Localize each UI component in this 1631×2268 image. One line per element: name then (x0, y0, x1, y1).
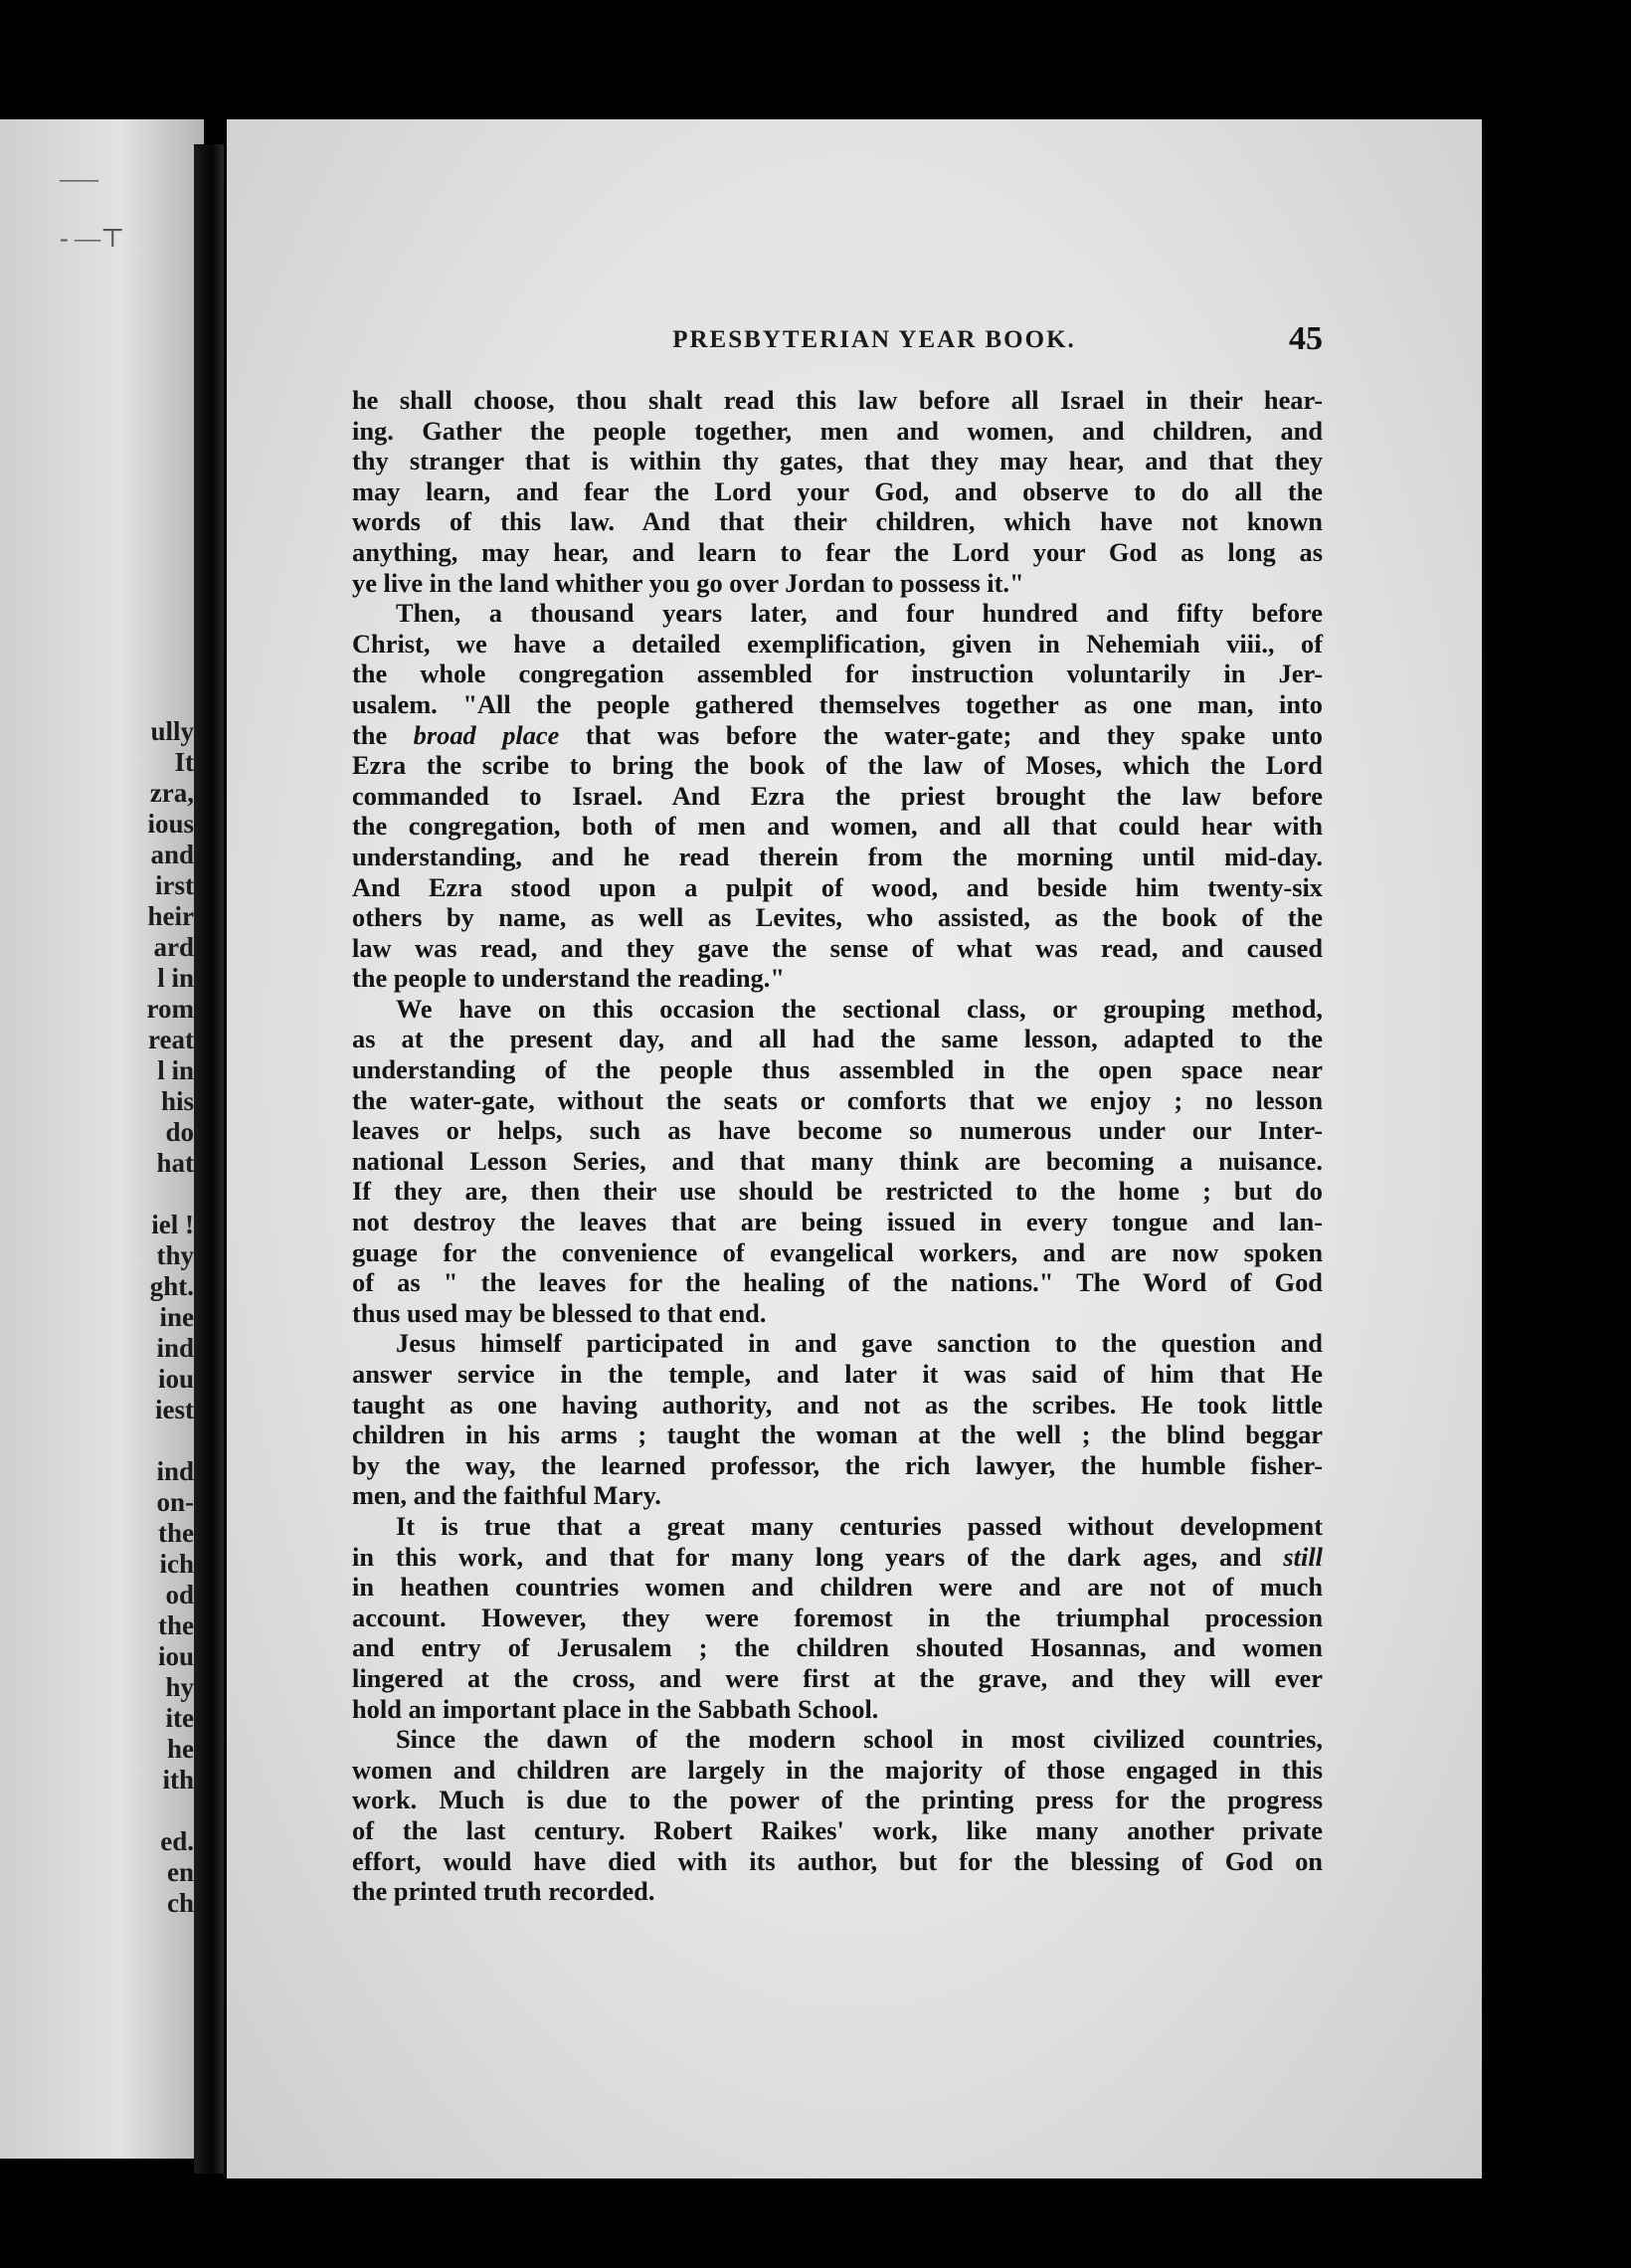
text-run: Jesus himself participated in and gave sanction to the question and (396, 1328, 1323, 1359)
text-run: the water-gate, without the seats or comforts that we enjoy ; no lesson (352, 1084, 1323, 1115)
text-run: of as " the leaves for the healing of the nations." The Word of God (352, 1267, 1323, 1298)
text-line (352, 1267, 1323, 1298)
text-run: the whole congregation assembled for instruction voluntarily in Jer- (352, 659, 1323, 689)
facing-page-fragment: he (167, 1734, 194, 1764)
text-line (352, 994, 1323, 1025)
text-line (352, 446, 1323, 476)
text-line (352, 1755, 1323, 1786)
page-number: 45 (1289, 320, 1323, 357)
text-run: Ezra the scribe to bring the book of the law of Moses, which the Lord (352, 750, 1323, 781)
text-line (352, 1815, 1323, 1846)
facing-page-fragment: reat (148, 1025, 194, 1054)
text-run: in heathen countries women and children were and are not of much (352, 1572, 1323, 1603)
text-line (352, 1632, 1323, 1663)
facing-page-fragment: the (158, 1610, 194, 1640)
facing-page-fragment: ith (162, 1765, 194, 1795)
book-gutter (194, 144, 224, 2174)
running-head: PRESBYTERIAN YEAR BOOK. (672, 326, 1076, 353)
text-line (352, 1207, 1323, 1237)
facing-page-fragment: ind (156, 1333, 194, 1363)
facing-page-fragment: the (158, 1518, 194, 1548)
facing-page-fragment: iou (157, 1364, 194, 1394)
text-run: And Ezra stood upon a pulpit of wood, and beside him twenty-six (352, 871, 1323, 902)
text-line (352, 1146, 1323, 1177)
facing-page-fragment: and (150, 840, 194, 869)
italic-phrase: still (1283, 1541, 1323, 1572)
facing-page-fragment: l in (157, 1055, 194, 1085)
facing-page-fragment: It (174, 747, 194, 777)
text-line (352, 1694, 1323, 1725)
text-line (352, 1359, 1323, 1390)
text-line (352, 629, 1323, 660)
text-line (352, 842, 1323, 872)
text-run: answer service in the temple, and later it was said of him that He (352, 1359, 1323, 1389)
text-run: may learn, and fear the Lord your God, and observe to do all the (352, 475, 1323, 506)
facing-page-fragment: thy (156, 1240, 194, 1270)
text-line (352, 1176, 1323, 1207)
text-line (352, 1298, 1323, 1329)
facing-page-edge (0, 119, 204, 2159)
text-line (352, 1785, 1323, 1815)
facing-page-fragment: ght. (149, 1271, 194, 1301)
text-run: hold an important place in the Sabbath School. (352, 1693, 879, 1724)
text-line (352, 811, 1323, 842)
text-run: thy stranger that is within thy gates, that they may hear, and that they (352, 446, 1323, 476)
text-run: Then, a thousand years later, and four hundred and fifty before (396, 598, 1323, 629)
text-run: the printed truth recorded. (352, 1876, 655, 1907)
text-run: children in his arms ; taught the woman at the well ; the blind beggar (352, 1419, 1323, 1450)
text-run: thus used may be blessed to that end. (352, 1297, 767, 1328)
text-run: understanding of the people thus assembled in the open space near (352, 1054, 1323, 1085)
text-line (352, 902, 1323, 933)
text-run: that was before the water-gate; and they spake unto (559, 719, 1323, 750)
text-run: the (352, 719, 414, 750)
text-run: he shall choose, thou shalt read this law before all Israel in their hear- (352, 385, 1323, 415)
text-line (352, 689, 1323, 720)
text-line (352, 476, 1323, 507)
text-run: taught as one having authority, and not as the scribes. He took little (352, 1389, 1323, 1419)
facing-page-text-fragments (0, 716, 194, 1919)
text-run: effort, would have died with its author, but for the blessing of God on (352, 1845, 1323, 1876)
text-run: usalem. "All the people gathered themselves together as one man, into (352, 688, 1323, 719)
facing-page-fragment: ious (147, 809, 194, 839)
text-line (352, 1572, 1323, 1603)
text-line (352, 1419, 1323, 1450)
facing-page-fragment: ite (165, 1703, 194, 1733)
italic-phrase: broad place (413, 719, 560, 750)
text-run: leaves or helps, such as have become so numerous under our Inter- (352, 1115, 1323, 1146)
text-line (352, 598, 1323, 629)
stray-marks: —– - —⊤ (60, 164, 125, 253)
text-line (352, 1663, 1323, 1694)
text-line (352, 1603, 1323, 1633)
text-run: women and children are largely in the majority of those engaged in this (352, 1754, 1323, 1785)
facing-page-fragment: ard (153, 932, 194, 962)
page-header (227, 320, 1482, 360)
text-run: as at the present day, and all had the same lesson, adapted to the (352, 1024, 1323, 1054)
text-line (352, 781, 1323, 812)
facing-page-fragment: en (167, 1857, 194, 1887)
facing-page-fragment: zra, (149, 778, 194, 808)
facing-page-fragment: ch (167, 1888, 194, 1918)
text-run: law was read, and they gave the sense of what was read, and caused (352, 932, 1323, 963)
text-run: ye live in the land whither you go over Jordan to possess it." (352, 567, 1024, 598)
text-line (352, 659, 1323, 689)
facing-page-fragment: rom (146, 994, 194, 1024)
facing-page-fragment: do (165, 1117, 194, 1147)
text-run: the congregation, both of men and women, and all that could hear with (352, 811, 1323, 842)
text-run: national Lesson Series, and that many think are becoming a nuisance. (352, 1145, 1323, 1176)
facing-page-fragment: irst (155, 870, 194, 900)
text-run: commanded to Israel. And Ezra the priest brought the law before (352, 780, 1323, 811)
text-line (352, 1511, 1323, 1542)
facing-page-fragment: ind (156, 1456, 194, 1486)
facing-page-fragment: od (165, 1580, 194, 1609)
text-line (352, 385, 1323, 416)
text-line (352, 1480, 1323, 1511)
text-run: Christ, we have a detailed exemplification, given in Nehemiah viii., of (352, 628, 1323, 659)
text-run: anything, may hear, and learn to fear the Lord your God as long as (352, 536, 1323, 567)
text-line (352, 1876, 1323, 1907)
facing-page-fragment (0, 1796, 194, 1826)
text-line (352, 1024, 1323, 1054)
text-run: guage for the convenience of evangelical workers, and are now spoken (352, 1236, 1323, 1267)
text-line (352, 1450, 1323, 1481)
text-run: not destroy the leaves that are being issued in every tongue and lan- (352, 1207, 1323, 1237)
text-line (352, 963, 1323, 994)
facing-page-fragment: iel ! (151, 1210, 194, 1239)
text-run: It is true that a great many centuries passed without development (396, 1510, 1323, 1541)
text-run: words of this law. And that their children, which have not known (352, 506, 1323, 537)
facing-page-fragment: on- (156, 1487, 194, 1517)
text-line (352, 1390, 1323, 1420)
text-run: understanding, and he read therein from the morning until mid-day. (352, 841, 1323, 871)
text-run: of the last century. Robert Raikes' work, like many another private (352, 1814, 1323, 1845)
facing-page-fragment: ed. (160, 1826, 194, 1856)
text-line (352, 537, 1323, 568)
facing-page-fragment: heir (147, 901, 194, 931)
facing-page-fragment (0, 1425, 194, 1456)
text-run: ing. Gather the people together, men and women, and children, and (352, 415, 1323, 446)
text-run: lingered at the cross, and were first at the grave, and they will ever (352, 1662, 1323, 1693)
facing-page-fragment: ine (159, 1302, 194, 1332)
text-run: work. Much is due to the power of the printing press for the progress (352, 1785, 1323, 1815)
facing-page-fragment: his (160, 1086, 194, 1116)
facing-page-fragment: hy (165, 1672, 194, 1702)
text-line (352, 1085, 1323, 1116)
facing-page-fragment: iou (157, 1641, 194, 1671)
text-run: in this work, and that for many long years of the dark ages, and (352, 1541, 1284, 1572)
text-run: account. However, they were foremost in the triumphal procession (352, 1602, 1323, 1632)
text-run: and entry of Jerusalem ; the children shouted Hosannas, and women (352, 1632, 1323, 1663)
text-line (352, 1237, 1323, 1268)
text-line (352, 1328, 1323, 1359)
facing-page-fragment: l in (157, 963, 194, 993)
text-line (352, 568, 1323, 599)
text-line (352, 750, 1323, 781)
text-run: others by name, as well as Levites, who assisted, as the book of the (352, 902, 1323, 933)
text-line (352, 720, 1323, 751)
text-line (352, 1054, 1323, 1085)
facing-page-fragment: ich (159, 1549, 194, 1579)
facing-page-fragment: iest (155, 1395, 194, 1424)
text-run: Since the dawn of the modern school in most civilized countries, (396, 1724, 1323, 1755)
text-line (352, 1846, 1323, 1877)
text-run: If they are, then their use should be restricted to the home ; but do (352, 1176, 1323, 1207)
text-line (352, 933, 1323, 964)
text-line (352, 416, 1323, 447)
facing-page-fragment: ully (150, 716, 194, 746)
body-text (352, 385, 1323, 1907)
text-run: men, and the faithful Mary. (352, 1480, 661, 1511)
text-line (352, 1542, 1323, 1573)
text-line (352, 872, 1323, 903)
facing-page-fragment: hat (156, 1148, 194, 1178)
text-line (352, 1724, 1323, 1755)
text-run: the people to understand the reading." (352, 963, 785, 994)
text-line (352, 1115, 1323, 1146)
text-run: We have on this occasion the sectional class, or grouping method, (396, 993, 1323, 1024)
facing-page-fragment (0, 1179, 194, 1210)
book-page (227, 119, 1482, 2178)
text-line (352, 506, 1323, 537)
text-run: by the way, the learned professor, the rich lawyer, the humble fisher- (352, 1449, 1323, 1480)
